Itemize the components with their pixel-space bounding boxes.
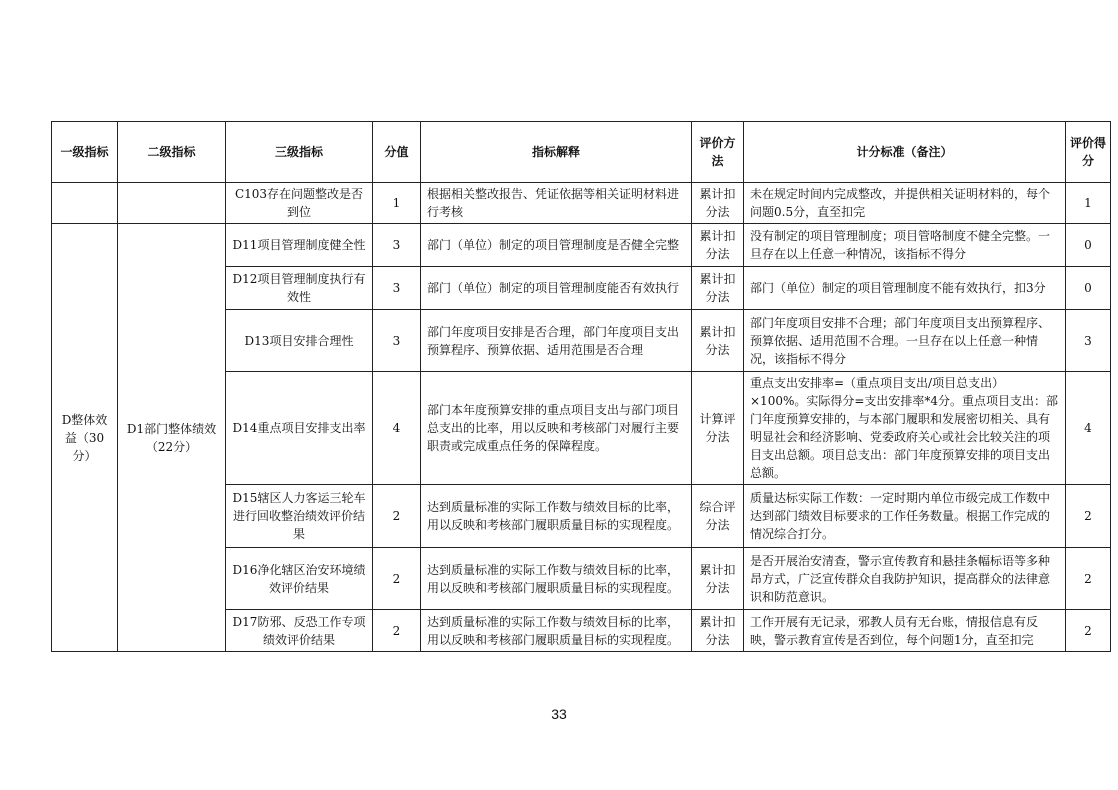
score-cell: 3 — [373, 224, 421, 267]
header-level2: 二级指标 — [118, 122, 226, 183]
method-cell: 综合评分法 — [692, 485, 744, 548]
level3-cell: D15辖区人力客运三轮车进行回收整治绩效评价结果 — [226, 485, 373, 548]
method-cell: 累计扣分法 — [692, 548, 744, 610]
level2-cell-empty — [118, 183, 226, 224]
method-cell: 累计扣分法 — [692, 610, 744, 652]
result-cell: 0 — [1066, 224, 1111, 267]
method-cell: 计算评分法 — [692, 372, 744, 485]
explanation-cell: 根据相关整改报告、凭证依据等相关证明材料进行考核 — [421, 183, 692, 224]
evaluation-table — [51, 121, 1111, 652]
level3-cell: D14重点项目安排支出率 — [226, 372, 373, 485]
result-cell: 1 — [1066, 183, 1111, 224]
page-number: 33 — [551, 706, 567, 722]
explanation-cell: 部门（单位）制定的项目管理制度是否健全完整 — [421, 224, 692, 267]
result-cell: 2 — [1066, 610, 1111, 652]
level3-cell: C103存在问题整改是否到位 — [226, 183, 373, 224]
method-cell: 累计扣分法 — [692, 310, 744, 372]
explanation-cell: 达到质量标准的实际工作数与绩效目标的比率，用以反映和考核部门履职质量目标的实现程度。 — [421, 610, 692, 652]
score-cell: 3 — [373, 310, 421, 372]
header-level1: 一级指标 — [52, 122, 118, 183]
explanation-cell: 达到质量标准的实际工作数与绩效目标的比率，用以反映和考核部门履职质量目标的实现程度。 — [421, 548, 692, 610]
explanation-cell: 达到质量标准的实际工作数与绩效目标的比率，用以反映和考核部门履职质量目标的实现程度。 — [421, 485, 692, 548]
criteria-cell: 质量达标实际工作数：一定时期内单位市级完成工作数中达到部门绩效目标要求的工作任务数量。根据工作完成的情况综合打分。 — [744, 485, 1066, 548]
explanation-cell: 部门本年度预算安排的重点项目支出与部门项目总支出的比率，用以反映和考核部门对履行主要职责或完成重点任务的保障程度。 — [421, 372, 692, 485]
criteria-cell: 是否开展治安清查，警示宣传教育和悬挂条幅标语等多种昂方式，广泛宣传群众自我防护知识，提高群众的法律意识和防范意识。 — [744, 548, 1066, 610]
method-cell: 累计扣分法 — [692, 224, 744, 267]
header-criteria: 计分标准（备注） — [744, 122, 1066, 183]
criteria-cell: 重点支出安排率=（重点项目支出/项目总支出）×100%。实际得分=支出安排率*4分。重点项目支出：部门年度预算安排的，与本部门履职和发展密切相关、具有明显社会和经济影响、党委政府关心或社会比较关注的项目支出总额。项目总支出：部门年度预算安排的项目支出总额。 — [744, 372, 1066, 485]
explanation-cell: 部门（单位）制定的项目管理制度能否有效执行 — [421, 267, 692, 310]
score-cell: 3 — [373, 267, 421, 310]
level1-cell-empty — [52, 183, 118, 224]
header-level3: 三级指标 — [226, 122, 373, 183]
score-cell: 1 — [373, 183, 421, 224]
criteria-cell: 工作开展有无记录，邪教人员有无台账，情报信息有反映，警示教育宣传是否到位，每个问题1分，直至扣完 — [744, 610, 1066, 652]
result-cell: 2 — [1066, 548, 1111, 610]
criteria-cell: 部门（单位）制定的项目管理制度不能有效执行，扣3分 — [744, 267, 1066, 310]
score-cell: 4 — [373, 372, 421, 485]
level3-cell: D17防邪、反恐工作专项绩效评价结果 — [226, 610, 373, 652]
header-method: 评价方法 — [692, 122, 744, 183]
level3-cell: D13项目安排合理性 — [226, 310, 373, 372]
level3-cell: D16净化辖区治安环境绩效评价结果 — [226, 548, 373, 610]
table-row — [52, 224, 1111, 267]
result-cell: 3 — [1066, 310, 1111, 372]
level2-group-cell: D1部门整体绩效（22分） — [118, 224, 226, 652]
method-cell: 累计扣分法 — [692, 183, 744, 224]
table-row — [52, 183, 1111, 224]
criteria-cell: 没有制定的项目管理制度；项目管咯制度不健全完整。一旦存在以上任意一种情况，该指标不得分 — [744, 224, 1066, 267]
score-cell: 2 — [373, 485, 421, 548]
level3-cell: D11项目管理制度健全性 — [226, 224, 373, 267]
result-cell: 4 — [1066, 372, 1111, 485]
header-result: 评价得分 — [1066, 122, 1111, 183]
criteria-cell: 部门年度项目安排不合理；部门年度项目支出预算程序、预算依据、适用范围不合理。一旦存在以上任意一种情况，该指标不得分 — [744, 310, 1066, 372]
score-cell: 2 — [373, 548, 421, 610]
header-score: 分值 — [373, 122, 421, 183]
explanation-cell: 部门年度项目安排是否合理，部门年度项目支出预算程序、预算依据、适用范围是否合理 — [421, 310, 692, 372]
result-cell: 0 — [1066, 267, 1111, 310]
table-header-row — [52, 122, 1111, 183]
level1-group-cell: D整体效益（30分） — [52, 224, 118, 652]
method-cell: 累计扣分法 — [692, 267, 744, 310]
result-cell: 2 — [1066, 485, 1111, 548]
header-explanation: 指标解释 — [421, 122, 692, 183]
score-cell: 2 — [373, 610, 421, 652]
level3-cell: D12项目管理制度执行有效性 — [226, 267, 373, 310]
criteria-cell: 未在规定时间内完成整改，并提供相关证明材料的，每个问题0.5分，直至扣完 — [744, 183, 1066, 224]
